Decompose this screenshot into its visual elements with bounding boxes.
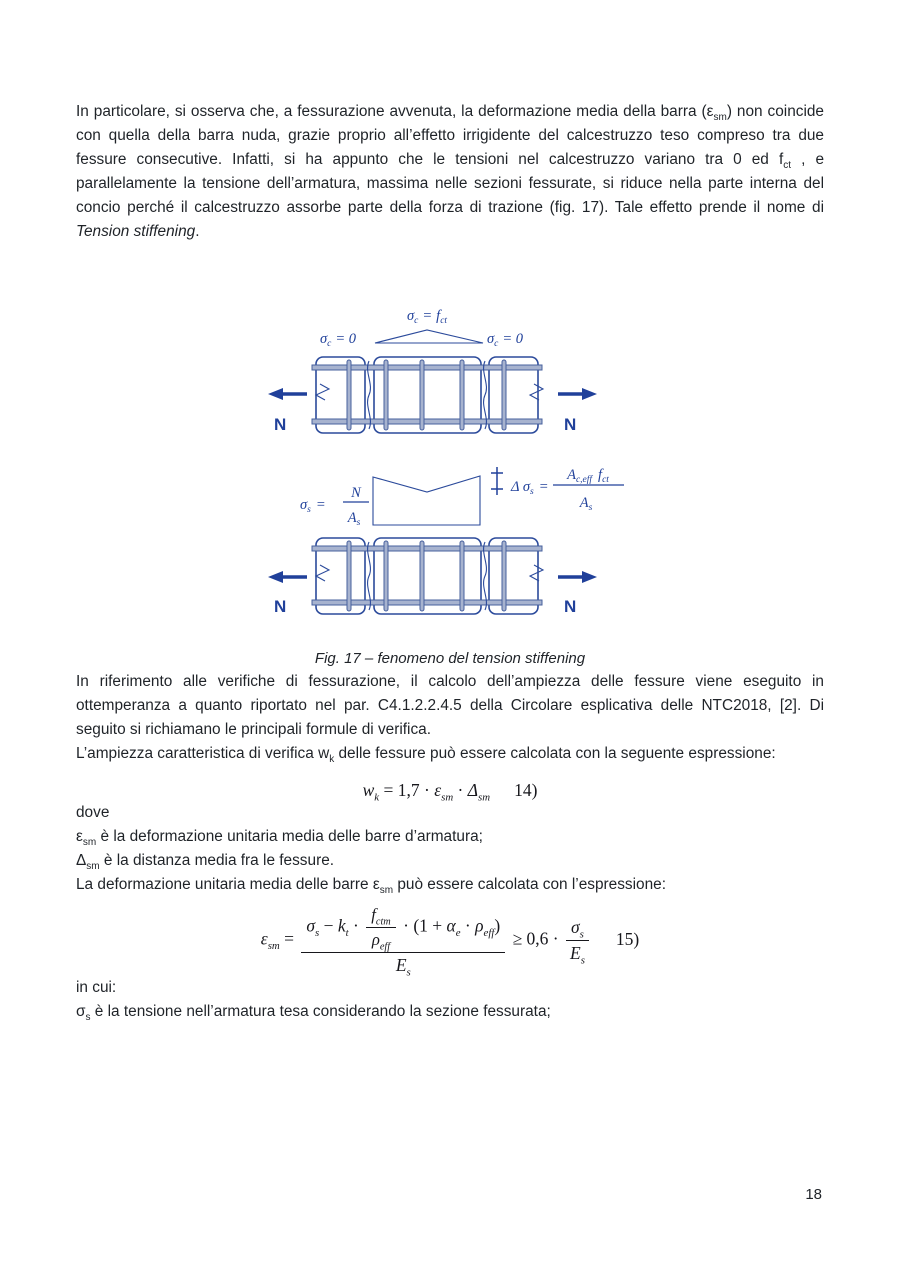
paragraph-text: ) non coincide con quella della barra nuda, grazie proprio all’effetto irrigidente del calcestruzzo teso compreso tra due fessure consecutive. Infatti, si ha appunto che le tensioni nel calcestruzzo variano tra 0 ed f — [76, 103, 824, 168]
paragraph-dove: dove — [76, 804, 110, 821]
equation-number: 14) — [514, 780, 538, 800]
main-fraction: $\sigma_s - k_t$ · $\frac{f_{ctm}}{\rho_{eff}}$ · $(1 + \alpha_e \cdot \rho_{eff})$ $E_s$ — [301, 905, 505, 976]
paragraph-ampiezza: L’ampiezza caratteristica di verifica $w_k$ delle fessure può essere calcolata con la seguente espressione: — [76, 745, 776, 766]
formula-14: $w_k = 1,7 \cdot \varepsilon_{sm} \cdot \Delta_{sm}$ 14) — [362, 780, 538, 804]
italic-term: Tension stiffening — [76, 223, 196, 240]
label-sigma-c-fct: $\sigma_c = f_{ct}$ — [407, 308, 448, 326]
force-label-n: N — [274, 597, 287, 616]
paragraph-intro — [76, 100, 824, 244]
paragraph-text: . — [195, 223, 200, 240]
tension-stiffening-figure — [250, 290, 650, 630]
subscript: sm — [82, 837, 97, 849]
steel-stress-diagram — [373, 476, 480, 525]
fraction-denominator-as: $A_s$ — [347, 510, 361, 528]
force-label-n: N — [564, 415, 577, 434]
subscript: s — [85, 1012, 91, 1024]
subscript: sm — [379, 885, 394, 897]
subscript: k — [329, 754, 335, 766]
paragraph-sigma-s: $\sigma_s$ è la tensione nell’armatura tesa considerando la sezione fessurata; — [76, 1003, 551, 1024]
label-sigma-c-zero-left: $\sigma_c = 0$ — [320, 331, 357, 349]
paragraph-delta-sm: $\Delta_{sm}$ è la distanza media fra le fessure. — [76, 852, 335, 873]
concrete-stress-triangle — [375, 330, 483, 343]
paragraph-text: , e parallelamente la tensione dell’armatura, massima nelle sezioni fessurate, si riduce nella parte interna del concio perché il calcestruzzo assorbe parte della forza di trazione (fig. 17). Tale effetto prende il nome di — [76, 151, 824, 216]
page-number: 18 — [805, 1186, 822, 1203]
subscript: sm — [86, 861, 100, 873]
paragraph-incui: in cui: — [76, 979, 117, 996]
inner-fraction: $\frac{f_{ctm}}{\rho_{eff}}$ — [366, 905, 396, 950]
paragraph-verifiche: In riferimento alle verifiche di fessurazione, il calcolo dell’ampiezza delle fessure viene eseguito in ottemperanza a quanto riportato nel par. C4.1.2.2.4.5 della Circolare esplicativa delle NTC2018, [2]. Di seguito si richiamano le principali formule di verifica. — [76, 673, 824, 738]
subscript: sm — [713, 112, 727, 124]
label-sigma-s: $\sigma_s$ = — [300, 497, 326, 515]
label-sigma-c-zero-right: $\sigma_c = 0$ — [487, 331, 524, 349]
label-delta-sigma-s: Δ $\sigma_s$ = — [511, 479, 549, 497]
figure-caption: Fig. 17 – fenomeno del tension stiffening — [314, 650, 586, 667]
equation-number: 15) — [615, 928, 640, 949]
subscript: ct — [783, 160, 792, 172]
fraction-numerator-n: N — [351, 485, 361, 501]
limit-fraction: $\frac{\sigma_s}{E_s}$ — [566, 917, 589, 964]
beam-bottom — [312, 538, 543, 614]
paragraph-text: In particolare, si osserva che, a fessurazione avvenuta, la deformazione media della barra (ε — [76, 103, 714, 120]
fraction-denominator-as: $A_s$ — [579, 495, 593, 513]
paragraph-deformazione: La deformazione unitaria media delle barre $\varepsilon_{sm}$ può essere calcolata con l’espressione: — [76, 876, 666, 897]
fraction-numerator-aceff-fct: $A_{c,eff}$ $f_{ct}$ — [567, 467, 609, 485]
paragraph-epsilon-sm: $\varepsilon_{sm}$ è la deformazione unitaria media delle barre d’armatura; — [76, 828, 483, 849]
formula-15: $\varepsilon_{sm}$ = $\sigma_s - k_t$ · $\frac{f_{ctm}}{\rho_{eff}}$ · $(1 + \alpha_e \cdot \rho_{eff})$ $E_s$ ≥ 0,6 · $\frac{\sigma_s}{E_s}$ 15) — [260, 905, 640, 979]
force-label-n: N — [274, 415, 287, 434]
beam-top — [312, 357, 543, 433]
force-label-n: N — [564, 597, 577, 616]
